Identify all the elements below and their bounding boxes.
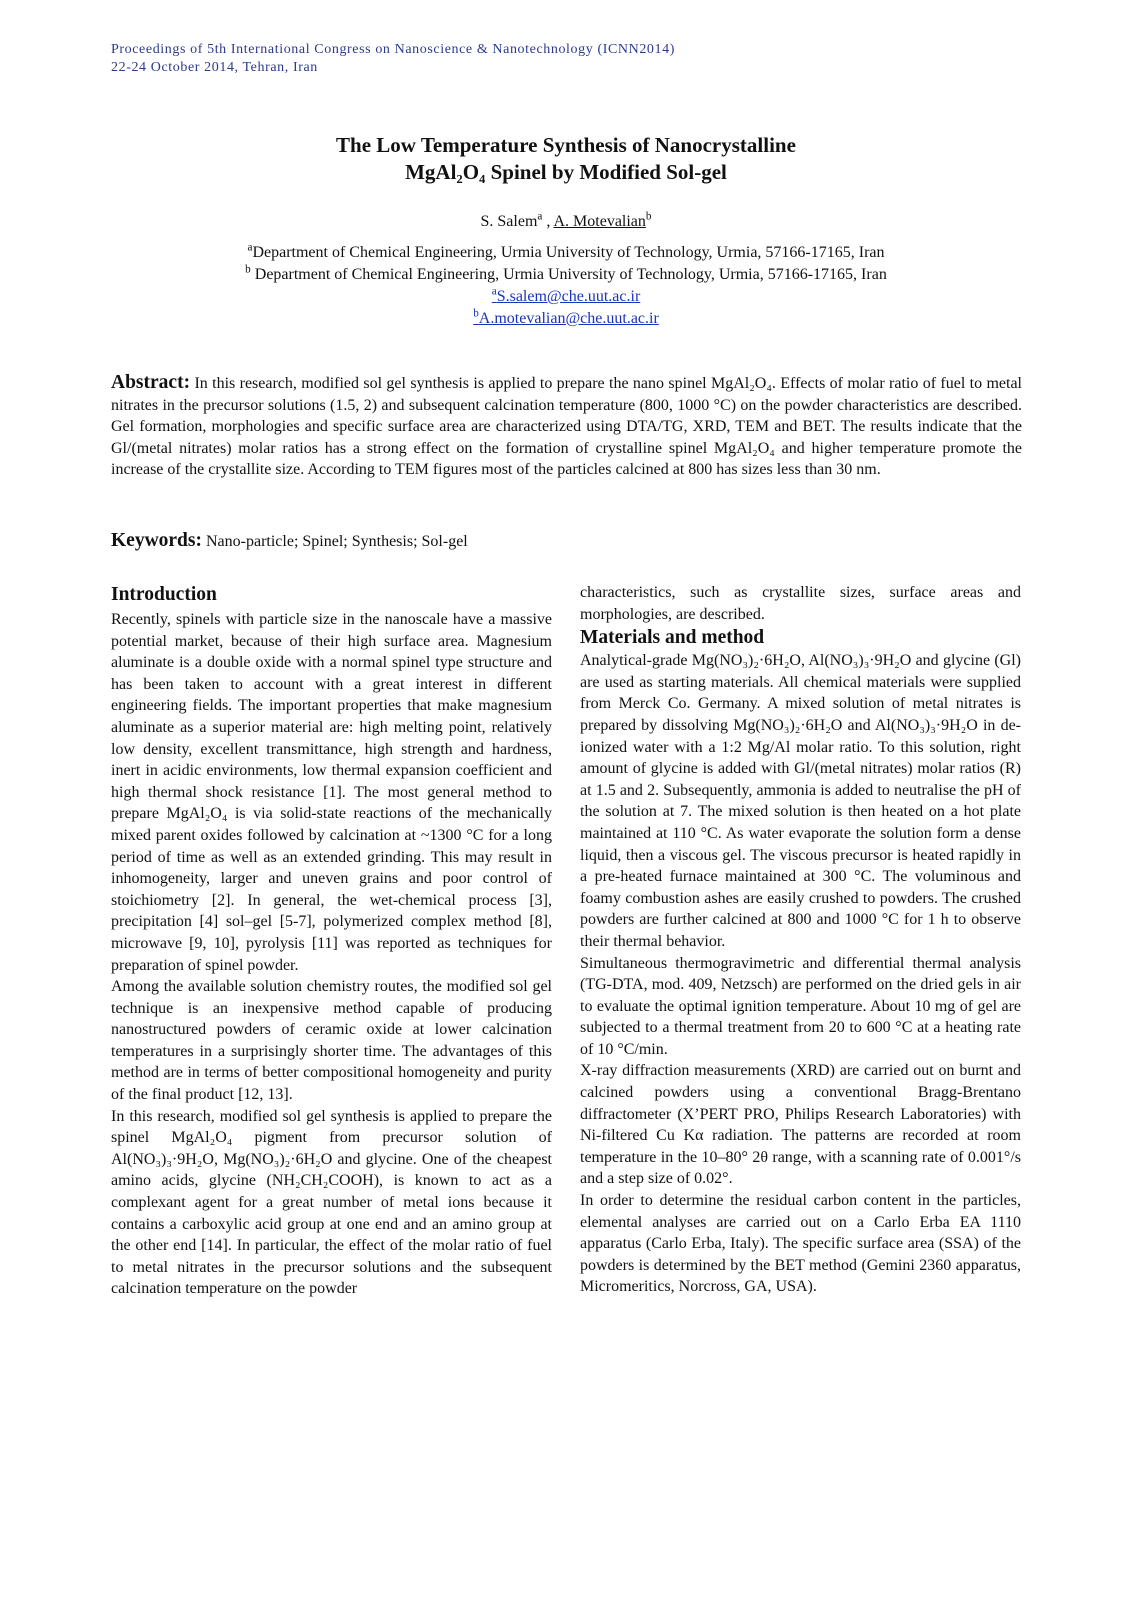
- affiliation-b: [0, 264, 1132, 286]
- right-column: [580, 582, 1021, 1298]
- proceedings-title: Proceedings of 5th International Congress on Nanoscience & Nanotechnology (ICNN2014): [111, 42, 675, 57]
- proceedings-dates: 22-24 October 2014, Tehran, Iran: [111, 60, 318, 75]
- email-b-line[interactable]: [0, 308, 1132, 330]
- author-2-sup: b: [645, 210, 652, 223]
- introduction-heading: Introduction: [111, 584, 217, 605]
- affiliations: [0, 242, 1132, 330]
- title-line-2: [0, 159, 1132, 186]
- keywords-section: [111, 530, 1022, 553]
- title-formula: MgAl₂O₄: [405, 160, 486, 184]
- affiliation-b-text: Department of Chemical Engineering, Urmia University of Technology, Urmia, 57166-17165, Iran: [254, 266, 887, 283]
- keywords-label: Keywords:: [111, 530, 202, 551]
- author-list: [0, 212, 1132, 232]
- email-b-text: A.motevalian@che.uut.ac.ir: [478, 310, 659, 327]
- introduction-continuation: characteristics, such as crystallite sizes, surface areas and morphologies, are described.: [580, 584, 1021, 623]
- email-a-sup: a: [491, 285, 497, 298]
- methods-heading: Materials and method: [580, 627, 765, 649]
- abstract-section: [111, 372, 1022, 481]
- methods-paragraph-3: X-ray diffraction measurements (XRD) are carried out on burnt and calcined powders using a conventional Bragg-Brentano diffractometer (X’PERT PRO, Philips Research Laboratories) with Ni-filtered Cu Kα radiation. The patterns are recorded at room temperature in the 10–80° 2θ range, with a scanning rate of 0.001°/s and a step size of 0.02°.: [580, 1062, 1021, 1188]
- abstract-label: Abstract:: [111, 372, 191, 393]
- methods-paragraph-1: Analytical-grade Mg(NO₃)₂·6H₂O, Al(NO₃)₃·9H₂O and glycine (Gl) are used as starting materials. All chemical materials were supplied from Merck Co. Germany. A mixed solution of metal nitrates is prepared by dissolving Mg(NO₃)₂·6H₂O and Al(NO₃)₃·9H₂O in de-ionized water with a 1:2 Mg/Al molar ratio. To this solution, right amount of glycine is added with Gl/(metal nitrates) molar ratios (R) at 1.5 and 2. Subsequently, ammonia is added to neutralise the pH of the solution at 7. The mixed solution is then heated on a hot plate maintained at 110 °C. As water evaporate the solution form a dense liquid, then a viscous gel. The viscous precursor is heated rapidly in a pre-heated furnace maintained at 300 °C. The voluminous and foamy combustion ashes are easily crushed to powders. The crushed powders are further calcined at 800 and 1000 °C for 1 h to observe their thermal behavior.: [580, 652, 1021, 950]
- author-1-sup: a: [537, 210, 543, 223]
- affiliation-a: [0, 242, 1132, 264]
- left-column: [111, 582, 552, 1300]
- author-1-name: S. Salem: [480, 213, 538, 230]
- email-a-link[interactable]: [491, 285, 641, 305]
- email-b-sup: b: [473, 307, 479, 320]
- abstract-text: In this research, modified sol gel synthesis is applied to prepare the nano spinel MgAl₂O₄. Effects of molar ratio of fuel to metal nitrates in the precursor solutions (1.5, 2) and subsequent calcination temperature (800, 1000 °C) on the powder characteristics are described. Gel formation, morphologies and specific surface area are characterized using DTA/TG, XRD, TEM and BET. The results indicate that the Gl/(metal nitrates) molar ratios has a strong effect on the formation of crystalline spinel MgAl₂O₄ and higher temperature promote the increase of the crystallite size. According to TEM figures most of the particles calcined at 800 has sizes less than 30 nm.: [111, 375, 1023, 479]
- affiliation-b-sup: b: [245, 263, 251, 276]
- affiliation-a-text: Department of Chemical Engineering, Urmia University of Technology, Urmia, 57166-17165, Iran: [252, 244, 885, 261]
- email-b-link[interactable]: [473, 307, 659, 327]
- email-a-line[interactable]: [0, 286, 1132, 308]
- author-2-name: A. Motevalian: [553, 213, 646, 230]
- methods-paragraph-4: In order to determine the residual carbon content in the particles, elemental analyses are carried out on a Carlo Erba EA 1110 apparatus (Carlo Erba, Italy). The specific surface area (SSA) of the powders is determined by the BET method (Gemini 2360 apparatus, Micromeritics, Norcross, GA, USA).: [580, 1192, 1021, 1296]
- paper-title: [0, 132, 1132, 186]
- keywords-text: Nano-particle; Spinel; Synthesis; Sol-gel: [206, 533, 468, 550]
- author-separator: ,: [542, 213, 554, 230]
- affiliation-a-sup: a: [247, 241, 253, 254]
- introduction-paragraph-2: Among the available solution chemistry routes, the modified sol gel technique is an inexpensive method capable of producing nanostructured powders of ceramic oxide at lower calcination temperatures in a surprisingly shorter time. The advantages of this method are in terms of better compositional homogeneity and purity of the final product [12, 13].: [111, 978, 552, 1104]
- methods-paragraph-2: Simultaneous thermogravimetric and differential thermal analysis (TG-DTA, mod. 409, Netzsch) are performed on the dried gels in air to evaluate the optimal ignition temperature. About 10 mg of gel are subjected to a thermal treatment from 20 to 600 °C at a heating rate of 10 °C/min.: [580, 954, 1021, 1058]
- title-line-2-rest: Spinel by Modified Sol-gel: [485, 160, 727, 184]
- introduction-paragraph-1: Recently, spinels with particle size in the nanoscale have a massive potential market, because of their high surface area. Magnesium aluminate is a double oxide with a normal spinel type structure and has been taken to account with a great interest in different engineering fields. The important properties that make magnesium aluminate as a superior material are: high melting point, relatively low density, excellent transmittance, high strength and hardness, inert in acidic environments, low thermal expansion coefficient and high thermal shock resistance [1]. The most general method to prepare MgAl₂O₄ is via solid-state reactions of the mechanically mixed parent oxides followed by calcination at ~1300 °C for a long period of time as well as an extended grinding. This may result in inhomogeneity, larger and uneven grains and poor control of stoichiometry [2]. In general, the wet-chemical process [3], precipitation [4] sol–gel [5-7], polymerized complex method [8], microwave [9, 10], pyrolysis [11] was reported as techniques for preparation of spinel powder.: [111, 611, 552, 974]
- proceedings-header: [111, 41, 1011, 77]
- title-line-1: The Low Temperature Synthesis of Nanocrystalline: [336, 133, 796, 157]
- email-a-text: S.salem@che.uut.ac.ir: [496, 288, 641, 305]
- introduction-paragraph-3: In this research, modified sol gel synthesis is applied to prepare the spinel MgAl₂O₄ pigment from precursor solution of Al(NO₃)₃·9H₂O, Mg(NO₃)₂·6H₂O and glycine. One of the cheapest amino acids, glycine (NH₂CH₂COOH), is known to act as a complexant agent for a great number of metal ions because it contains a carboxylic acid group at one end and an amino group at the other end [14]. In particular, the effect of the molar ratio of fuel to metal nitrates in the precursor solutions and the subsequent calcination temperature on the powder: [111, 1107, 552, 1298]
